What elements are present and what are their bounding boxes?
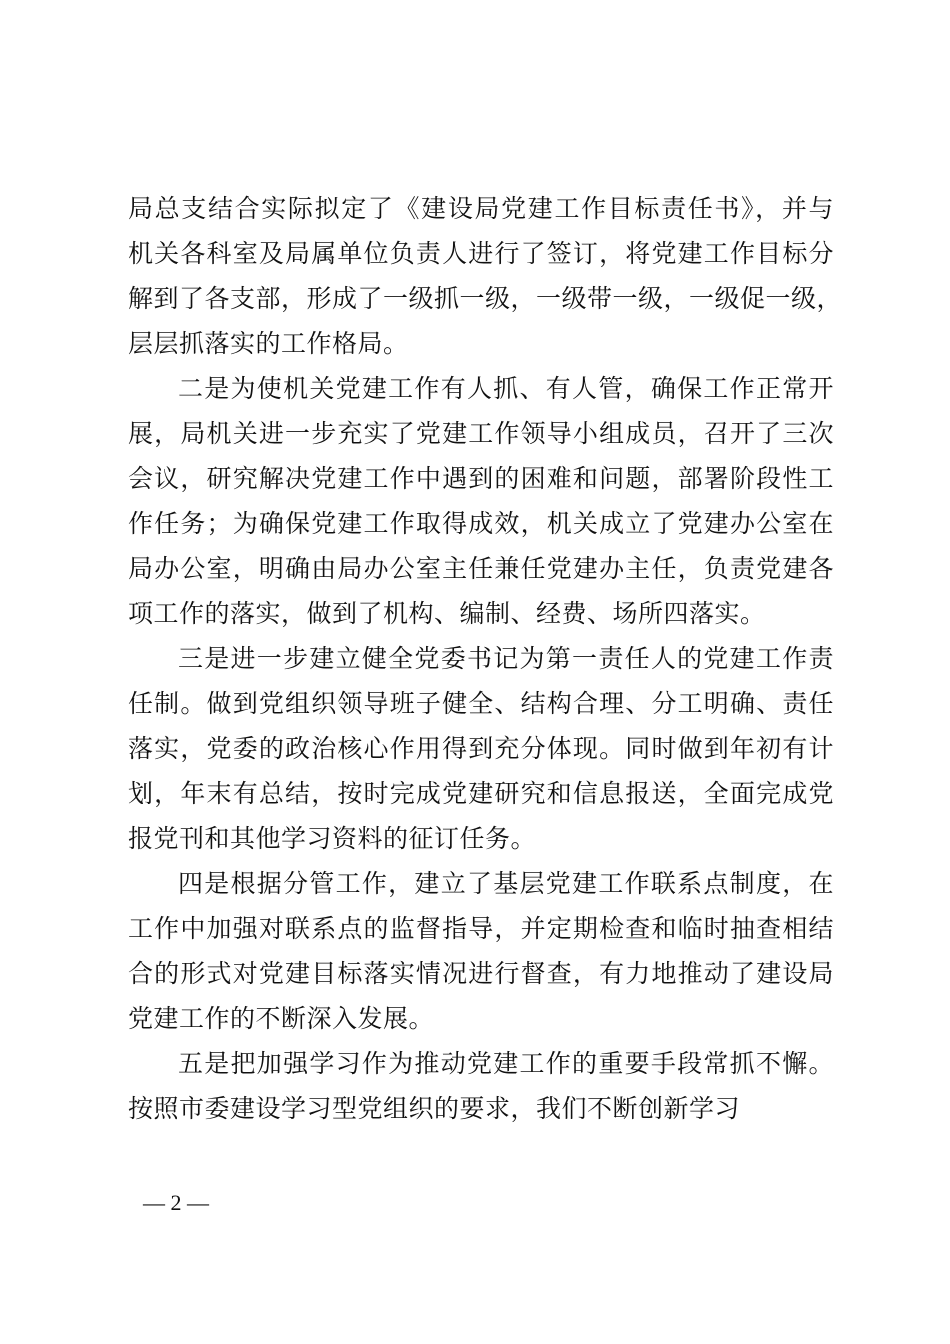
text-line: 按照市委建设学习型党组织的要求，我们不断创新学习: [128, 1094, 741, 1123]
page-number: — 2 —: [143, 1190, 209, 1215]
text-line: 解到了各支部，形成了一级抓一级，一级带一级，一级促一级，: [128, 284, 843, 313]
text-line: 五是把加强学习作为推动党建工作的重要手段常抓不懈。: [178, 1049, 834, 1078]
text-line: 四是根据分管工作，建立了基层党建工作联系点制度，在: [178, 869, 834, 898]
paragraph-5: [128, 1041, 834, 1131]
text-line: 任制。做到党组织领导班子健全、结构合理、分工明确、责任: [128, 689, 834, 718]
text-line: 工作中加强对联系点的监督指导，并定期检查和临时抽查相结: [128, 914, 834, 943]
text-line: 划，年末有总结，按时完成党建研究和信息报送，全面完成党: [128, 779, 834, 808]
text-line: 会议，研究解决党建工作中遇到的困难和问题，部署阶段性工: [128, 464, 834, 493]
text-line: 落实，党委的政治核心作用得到充分体现。同时做到年初有计: [128, 734, 834, 763]
text-line: 报党刊和其他学习资料的征订任务。: [128, 824, 537, 853]
paragraph-3: [128, 636, 834, 861]
paragraph-1: [128, 186, 843, 366]
paragraph-2: [128, 366, 834, 636]
text-line: 局办公室，明确由局办公室主任兼任党建办主任，负责党建各: [128, 554, 834, 583]
paragraph-4: [128, 861, 834, 1041]
text-line: 二是为使机关党建工作有人抓、有人管，确保工作正常开: [178, 374, 834, 403]
document-body: [128, 186, 843, 1131]
text-line: 三是进一步建立健全党委书记为第一责任人的党建工作责: [178, 644, 834, 673]
text-line: 展，局机关进一步充实了党建工作领导小组成员，召开了三次: [128, 419, 834, 448]
text-line: 层层抓落实的工作格局。: [128, 329, 409, 358]
text-line: 项工作的落实，做到了机构、编制、经费、场所四落实。: [128, 599, 766, 628]
text-line: 作任务；为确保党建工作取得成效，机关成立了党建办公室在: [128, 509, 834, 538]
text-line: 局总支结合实际拟定了《建设局党建工作目标责任书》，并与: [128, 194, 834, 223]
text-line: 党建工作的不断深入发展。: [128, 1004, 435, 1033]
text-line: 机关各科室及局属单位负责人进行了签订，将党建工作目标分: [128, 239, 834, 268]
text-line: 合的形式对党建目标落实情况进行督查，有力地推动了建设局: [128, 959, 834, 988]
